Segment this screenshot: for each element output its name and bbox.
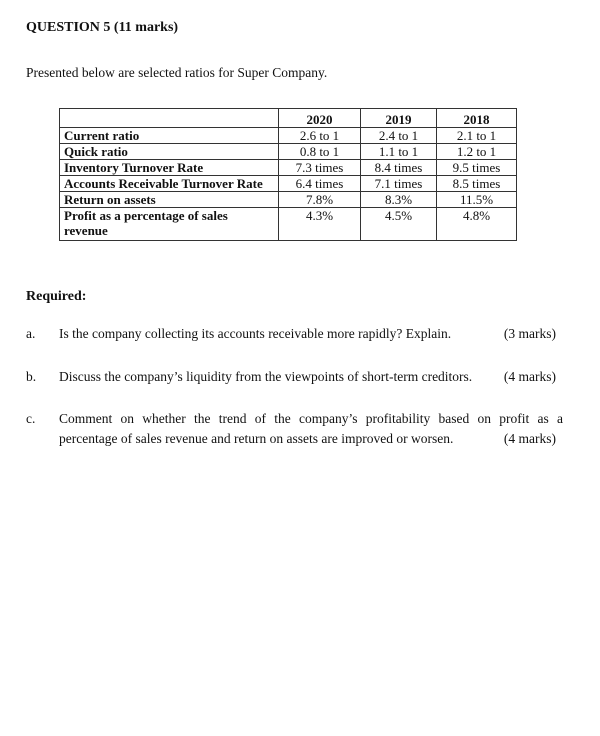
table-header-row — [60, 109, 517, 128]
question-c-marks: (4 marks) — [503, 431, 556, 446]
cell-ar-2018: 8.5 times — [437, 176, 517, 192]
header-2020: 2020 — [279, 109, 361, 128]
intro-text: Presented below are selected ratios for Super Company. — [26, 65, 328, 80]
question-a-text: Is the company collecting its accounts receivable more rapidly? Explain. — [59, 326, 452, 341]
cell-ar-2020: 6.4 times — [279, 176, 361, 192]
cell-ar-2019: 7.1 times — [361, 176, 437, 192]
question-a-letter: a. — [26, 326, 36, 341]
table-row — [60, 144, 517, 160]
question-b-text: Discuss the company’s liquidity from the viewpoints of short-term creditors. — [59, 369, 473, 384]
question-b-letter: b. — [26, 369, 37, 384]
cell-quick-2018: 1.2 to 1 — [437, 144, 517, 160]
cell-quick-2019: 1.1 to 1 — [361, 144, 437, 160]
question-c-text-line1: Comment on whether the trend of the company’s profitability based on profit as a — [59, 411, 563, 426]
cell-current-2018: 2.1 to 1 — [437, 128, 517, 144]
header-2018: 2018 — [437, 109, 517, 128]
row-label-current-ratio: Current ratio — [60, 128, 279, 144]
header-blank — [60, 109, 279, 128]
question-a-marks: (3 marks) — [503, 326, 556, 341]
cell-roa-2019: 8.3% — [361, 192, 437, 208]
row-label-quick-ratio: Quick ratio — [60, 144, 279, 160]
question-c-letter: c. — [26, 411, 36, 426]
row-label-ar-turnover: Accounts Receivable Turnover Rate — [60, 176, 279, 192]
cell-inventory-2018: 9.5 times — [437, 160, 517, 176]
row-label-profit-percentage: Profit as a percentage of sales revenue — [60, 208, 279, 241]
ratios-table — [59, 108, 517, 241]
cell-roa-2020: 7.8% — [279, 192, 361, 208]
cell-roa-2018: 11.5% — [437, 192, 517, 208]
header-2019: 2019 — [361, 109, 437, 128]
cell-profit-2019: 4.5% — [361, 208, 437, 241]
question-c-text-line2: percentage of sales revenue and return on assets are improved or worsen. — [59, 431, 454, 446]
table-row — [60, 208, 517, 241]
table-row — [60, 192, 517, 208]
row-label-return-on-assets: Return on assets — [60, 192, 279, 208]
cell-inventory-2020: 7.3 times — [279, 160, 361, 176]
question-b-marks: (4 marks) — [503, 369, 556, 384]
question-title: QUESTION 5 (11 marks) — [26, 20, 179, 35]
cell-profit-2020: 4.3% — [279, 208, 361, 241]
table-row — [60, 160, 517, 176]
required-heading: Required: — [26, 289, 87, 304]
table-row — [60, 128, 517, 144]
cell-quick-2020: 0.8 to 1 — [279, 144, 361, 160]
cell-current-2019: 2.4 to 1 — [361, 128, 437, 144]
row-label-inventory-turnover: Inventory Turnover Rate — [60, 160, 279, 176]
cell-profit-2018: 4.8% — [437, 208, 517, 241]
cell-inventory-2019: 8.4 times — [361, 160, 437, 176]
table-row — [60, 176, 517, 192]
cell-current-2020: 2.6 to 1 — [279, 128, 361, 144]
